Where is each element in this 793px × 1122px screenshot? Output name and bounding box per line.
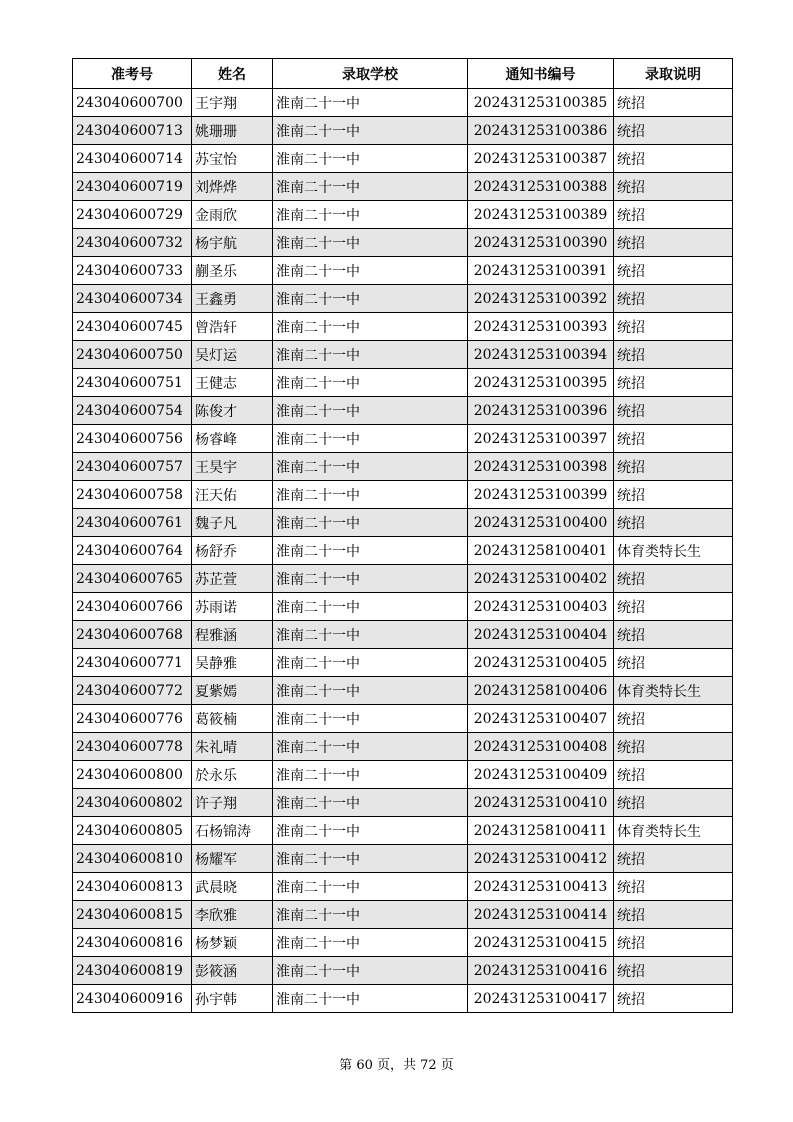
cell-school: 淮南二十一中: [273, 873, 468, 901]
cell-notice-no: 202431253100412: [468, 845, 614, 873]
cell-notice-no: 202431253100387: [468, 145, 614, 173]
table-row: [73, 537, 733, 565]
table-row: [73, 369, 733, 397]
table-row: [73, 565, 733, 593]
cell-notice-no: 202431253100409: [468, 761, 614, 789]
cell-school: 淮南二十一中: [273, 173, 468, 201]
cell-exam-no: 243040600761: [73, 509, 192, 537]
cell-name: 葛筱楠: [192, 705, 273, 733]
cell-exam-no: 243040600757: [73, 453, 192, 481]
table-row: [73, 341, 733, 369]
cell-note: 体育类特长生: [614, 537, 733, 565]
cell-notice-no: 202431253100417: [468, 985, 614, 1013]
cell-school: 淮南二十一中: [273, 285, 468, 313]
header-note: 录取说明: [614, 59, 733, 89]
cell-name: 许子翔: [192, 789, 273, 817]
cell-school: 淮南二十一中: [273, 537, 468, 565]
cell-notice-no: 202431253100414: [468, 901, 614, 929]
cell-exam-no: 243040600802: [73, 789, 192, 817]
cell-notice-no: 202431253100403: [468, 593, 614, 621]
cell-name: 李欣雅: [192, 901, 273, 929]
header-notice-no: 通知书编号: [468, 59, 614, 89]
cell-school: 淮南二十一中: [273, 845, 468, 873]
cell-note: 统招: [614, 901, 733, 929]
cell-notice-no: 202431253100405: [468, 649, 614, 677]
cell-notice-no: 202431258100406: [468, 677, 614, 705]
cell-notice-no: 202431253100392: [468, 285, 614, 313]
table-row: [73, 201, 733, 229]
cell-notice-no: 202431253100396: [468, 397, 614, 425]
cell-note: 统招: [614, 621, 733, 649]
cell-name: 武晨晓: [192, 873, 273, 901]
cell-school: 淮南二十一中: [273, 425, 468, 453]
table-row: [73, 117, 733, 145]
cell-school: 淮南二十一中: [273, 453, 468, 481]
table-row: [73, 313, 733, 341]
cell-name: 吴灯运: [192, 341, 273, 369]
cell-school: 淮南二十一中: [273, 677, 468, 705]
cell-note: 统招: [614, 873, 733, 901]
cell-exam-no: 243040600732: [73, 229, 192, 257]
table-row: [73, 817, 733, 845]
cell-exam-no: 243040600800: [73, 761, 192, 789]
cell-note: 统招: [614, 117, 733, 145]
table-row: [73, 229, 733, 257]
cell-notice-no: 202431253100394: [468, 341, 614, 369]
cell-exam-no: 243040600719: [73, 173, 192, 201]
cell-school: 淮南二十一中: [273, 509, 468, 537]
cell-name: 陈俊才: [192, 397, 273, 425]
cell-name: 蒯圣乐: [192, 257, 273, 285]
cell-name: 姚珊珊: [192, 117, 273, 145]
table-row: [73, 873, 733, 901]
cell-exam-no: 243040600815: [73, 901, 192, 929]
cell-name: 魏子凡: [192, 509, 273, 537]
cell-note: 统招: [614, 509, 733, 537]
cell-notice-no: 202431253100407: [468, 705, 614, 733]
cell-name: 孙宇韩: [192, 985, 273, 1013]
table-row: [73, 929, 733, 957]
cell-school: 淮南二十一中: [273, 621, 468, 649]
cell-school: 淮南二十一中: [273, 481, 468, 509]
current-page-number: 60: [356, 1058, 373, 1073]
cell-name: 杨宇航: [192, 229, 273, 257]
header-row: [73, 59, 733, 89]
table-row: [73, 453, 733, 481]
table-row: [73, 481, 733, 509]
cell-school: 淮南二十一中: [273, 145, 468, 173]
cell-notice-no: 202431253100408: [468, 733, 614, 761]
cell-exam-no: 243040600778: [73, 733, 192, 761]
cell-notice-no: 202431253100389: [468, 201, 614, 229]
cell-note: 统招: [614, 145, 733, 173]
table-row: [73, 733, 733, 761]
cell-note: 统招: [614, 341, 733, 369]
table-row: [73, 677, 733, 705]
cell-exam-no: 243040600729: [73, 201, 192, 229]
cell-notice-no: 202431253100402: [468, 565, 614, 593]
cell-school: 淮南二十一中: [273, 593, 468, 621]
cell-name: 汪天佑: [192, 481, 273, 509]
cell-name: 苏宝怡: [192, 145, 273, 173]
footer-suffix: 页: [436, 1058, 454, 1073]
cell-school: 淮南二十一中: [273, 649, 468, 677]
cell-notice-no: 202431253100386: [468, 117, 614, 145]
cell-school: 淮南二十一中: [273, 313, 468, 341]
cell-note: 统招: [614, 285, 733, 313]
cell-exam-no: 243040600916: [73, 985, 192, 1013]
cell-school: 淮南二十一中: [273, 705, 468, 733]
table-row: [73, 761, 733, 789]
cell-exam-no: 243040600768: [73, 621, 192, 649]
cell-note: 统招: [614, 593, 733, 621]
cell-exam-no: 243040600733: [73, 257, 192, 285]
cell-note: 统招: [614, 397, 733, 425]
cell-notice-no: 202431253100415: [468, 929, 614, 957]
cell-exam-no: 243040600771: [73, 649, 192, 677]
cell-notice-no: 202431253100388: [468, 173, 614, 201]
cell-notice-no: 202431253100416: [468, 957, 614, 985]
footer-middle: 页，共: [372, 1058, 421, 1073]
cell-name: 苏雨诺: [192, 593, 273, 621]
cell-school: 淮南二十一中: [273, 957, 468, 985]
cell-school: 淮南二十一中: [273, 901, 468, 929]
cell-school: 淮南二十一中: [273, 89, 468, 117]
cell-name: 刘烨烨: [192, 173, 273, 201]
cell-school: 淮南二十一中: [273, 565, 468, 593]
cell-exam-no: 243040600745: [73, 313, 192, 341]
cell-exam-no: 243040600772: [73, 677, 192, 705]
cell-name: 王鑫勇: [192, 285, 273, 313]
header-name: 姓名: [192, 59, 273, 89]
table-body: [73, 89, 733, 1013]
cell-school: 淮南二十一中: [273, 733, 468, 761]
cell-name: 杨耀军: [192, 845, 273, 873]
cell-note: 体育类特长生: [614, 817, 733, 845]
cell-notice-no: 202431253100410: [468, 789, 614, 817]
table-row: [73, 901, 733, 929]
table-row: [73, 509, 733, 537]
cell-note: 统招: [614, 761, 733, 789]
cell-name: 杨梦颖: [192, 929, 273, 957]
table-row: [73, 89, 733, 117]
cell-exam-no: 243040600734: [73, 285, 192, 313]
cell-exam-no: 243040600754: [73, 397, 192, 425]
cell-exam-no: 243040600766: [73, 593, 192, 621]
cell-school: 淮南二十一中: [273, 341, 468, 369]
cell-school: 淮南二十一中: [273, 201, 468, 229]
cell-notice-no: 202431253100404: [468, 621, 614, 649]
table-row: [73, 145, 733, 173]
cell-name: 杨舒乔: [192, 537, 273, 565]
cell-note: 统招: [614, 957, 733, 985]
cell-name: 夏紫嫣: [192, 677, 273, 705]
cell-note: 统招: [614, 89, 733, 117]
cell-note: 统招: [614, 173, 733, 201]
cell-exam-no: 243040600816: [73, 929, 192, 957]
cell-name: 杨睿峰: [192, 425, 273, 453]
cell-school: 淮南二十一中: [273, 229, 468, 257]
cell-notice-no: 202431258100411: [468, 817, 614, 845]
cell-notice-no: 202431253100398: [468, 453, 614, 481]
table-row: [73, 985, 733, 1013]
cell-exam-no: 243040600713: [73, 117, 192, 145]
cell-notice-no: 202431253100395: [468, 369, 614, 397]
table-row: [73, 397, 733, 425]
cell-notice-no: 202431253100413: [468, 873, 614, 901]
cell-exam-no: 243040600700: [73, 89, 192, 117]
cell-exam-no: 243040600805: [73, 817, 192, 845]
cell-school: 淮南二十一中: [273, 985, 468, 1013]
cell-notice-no: 202431253100393: [468, 313, 614, 341]
cell-note: 统招: [614, 789, 733, 817]
cell-note: 统招: [614, 565, 733, 593]
cell-note: 统招: [614, 985, 733, 1013]
cell-school: 淮南二十一中: [273, 397, 468, 425]
cell-note: 统招: [614, 649, 733, 677]
table-row: [73, 425, 733, 453]
cell-notice-no: 202431258100401: [468, 537, 614, 565]
cell-note: 统招: [614, 229, 733, 257]
cell-note: 统招: [614, 425, 733, 453]
cell-name: 於永乐: [192, 761, 273, 789]
cell-exam-no: 243040600776: [73, 705, 192, 733]
cell-note: 统招: [614, 733, 733, 761]
admission-table: [72, 58, 733, 1013]
cell-exam-no: 243040600758: [73, 481, 192, 509]
table-row: [73, 285, 733, 313]
cell-name: 苏芷萱: [192, 565, 273, 593]
cell-note: 统招: [614, 257, 733, 285]
cell-name: 王昊宇: [192, 453, 273, 481]
cell-name: 王宇翔: [192, 89, 273, 117]
cell-exam-no: 243040600764: [73, 537, 192, 565]
cell-name: 石杨锦涛: [192, 817, 273, 845]
cell-school: 淮南二十一中: [273, 929, 468, 957]
cell-note: 统招: [614, 705, 733, 733]
cell-name: 程雅涵: [192, 621, 273, 649]
table-row: [73, 593, 733, 621]
cell-school: 淮南二十一中: [273, 817, 468, 845]
cell-notice-no: 202431253100385: [468, 89, 614, 117]
cell-school: 淮南二十一中: [273, 257, 468, 285]
cell-note: 统招: [614, 369, 733, 397]
cell-note: 统招: [614, 453, 733, 481]
cell-name: 彭筱涵: [192, 957, 273, 985]
cell-name: 金雨欣: [192, 201, 273, 229]
cell-exam-no: 243040600813: [73, 873, 192, 901]
table-row: [73, 789, 733, 817]
page-footer: [0, 1054, 793, 1073]
cell-exam-no: 243040600810: [73, 845, 192, 873]
cell-notice-no: 202431253100390: [468, 229, 614, 257]
cell-school: 淮南二十一中: [273, 369, 468, 397]
table-row: [73, 257, 733, 285]
cell-exam-no: 243040600751: [73, 369, 192, 397]
cell-note: 统招: [614, 313, 733, 341]
table-row: [73, 621, 733, 649]
cell-note: 统招: [614, 481, 733, 509]
header-school: 录取学校: [273, 59, 468, 89]
cell-name: 王健志: [192, 369, 273, 397]
cell-exam-no: 243040600756: [73, 425, 192, 453]
cell-exam-no: 243040600714: [73, 145, 192, 173]
cell-note: 统招: [614, 201, 733, 229]
cell-notice-no: 202431253100399: [468, 481, 614, 509]
cell-note: 统招: [614, 845, 733, 873]
header-exam-no: 准考号: [73, 59, 192, 89]
table-row: [73, 957, 733, 985]
table-row: [73, 173, 733, 201]
cell-notice-no: 202431253100397: [468, 425, 614, 453]
cell-school: 淮南二十一中: [273, 761, 468, 789]
cell-name: 曾浩轩: [192, 313, 273, 341]
cell-name: 朱礼晴: [192, 733, 273, 761]
total-pages-number: 72: [420, 1058, 437, 1073]
cell-school: 淮南二十一中: [273, 117, 468, 145]
cell-name: 吴静雅: [192, 649, 273, 677]
table-row: [73, 705, 733, 733]
table-row: [73, 845, 733, 873]
cell-school: 淮南二十一中: [273, 789, 468, 817]
cell-notice-no: 202431253100400: [468, 509, 614, 537]
cell-exam-no: 243040600819: [73, 957, 192, 985]
cell-exam-no: 243040600765: [73, 565, 192, 593]
cell-note: 体育类特长生: [614, 677, 733, 705]
cell-exam-no: 243040600750: [73, 341, 192, 369]
table-row: [73, 649, 733, 677]
footer-prefix: 第: [339, 1058, 357, 1073]
cell-note: 统招: [614, 929, 733, 957]
cell-notice-no: 202431253100391: [468, 257, 614, 285]
